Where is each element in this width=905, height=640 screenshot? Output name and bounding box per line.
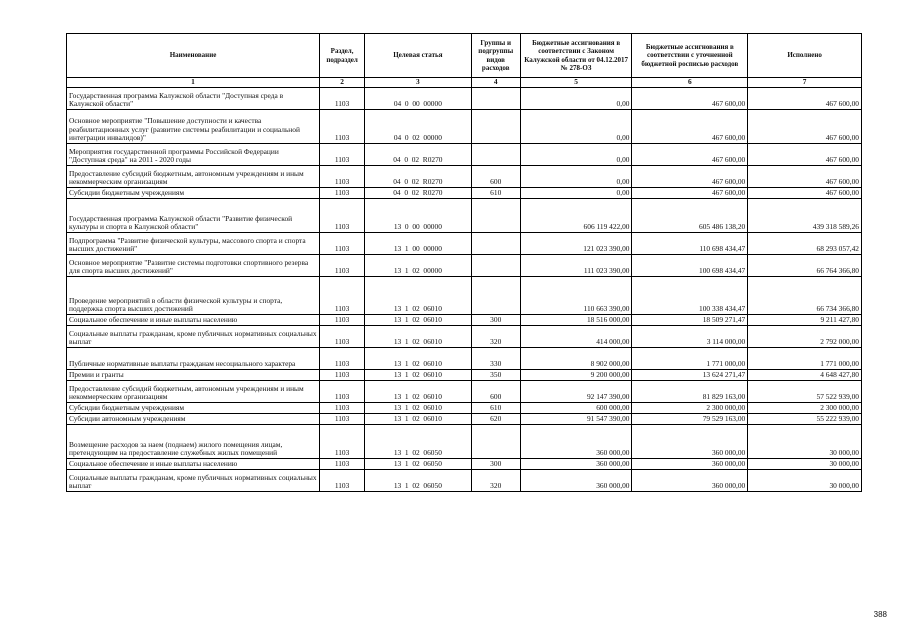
row-section: 1103 <box>320 277 365 315</box>
row-section: 1103 <box>320 88 365 110</box>
column-number: 1 <box>67 78 320 88</box>
row-target: 04 0 00 00000 <box>365 88 472 110</box>
column-number-row <box>67 78 862 88</box>
row-section: 1103 <box>320 315 365 326</box>
row-target: 04 0 02 R0270 <box>365 188 472 199</box>
row-group: 610 <box>471 188 520 199</box>
row-name: Государственная программа Калужской области "Развитие физической культуры и спорта в Калужской области" <box>67 199 320 233</box>
row-refined-amount: 81 829 163,00 <box>632 381 748 403</box>
row-refined-amount: 467 600,00 <box>632 110 748 144</box>
table-row <box>67 370 862 381</box>
row-section: 1103 <box>320 166 365 188</box>
table-row <box>67 255 862 277</box>
table-row <box>67 188 862 199</box>
row-name: Социальное обеспечение и иные выплаты населению <box>67 315 320 326</box>
row-executed-amount: 57 522 939,00 <box>748 381 862 403</box>
row-target: 13 1 02 06050 <box>365 459 472 470</box>
row-name: Субсидии автономным учреждениям <box>67 414 320 425</box>
header-row <box>67 34 862 78</box>
header-refined: Бюджетные ассигнования в соответствии с уточненной бюджетной росписью расходов <box>632 34 748 78</box>
row-name: Социальное обеспечение и иные выплаты населению <box>67 459 320 470</box>
row-section: 1103 <box>320 110 365 144</box>
row-name: Публичные нормативные выплаты гражданам несоциального характера <box>67 348 320 370</box>
table-row <box>67 425 862 459</box>
row-target: 13 0 00 00000 <box>365 199 472 233</box>
row-group <box>471 88 520 110</box>
row-executed-amount: 9 211 427,80 <box>748 315 862 326</box>
budget-table-sheet <box>66 33 862 492</box>
row-law-amount: 91 547 390,00 <box>520 414 632 425</box>
row-law-amount: 111 023 390,00 <box>520 255 632 277</box>
row-target: 13 1 02 06010 <box>365 370 472 381</box>
row-section: 1103 <box>320 470 365 492</box>
row-group: 600 <box>471 166 520 188</box>
row-law-amount: 360 000,00 <box>520 459 632 470</box>
header-group: Группы и подгруппы видов расходов <box>471 34 520 78</box>
row-section: 1103 <box>320 370 365 381</box>
row-law-amount: 600 000,00 <box>520 403 632 414</box>
column-number: 2 <box>320 78 365 88</box>
row-section: 1103 <box>320 144 365 166</box>
row-section: 1103 <box>320 425 365 459</box>
row-target: 13 1 02 06010 <box>365 403 472 414</box>
row-executed-amount: 55 222 939,00 <box>748 414 862 425</box>
row-executed-amount: 68 293 057,42 <box>748 233 862 255</box>
budget-execution-table <box>66 33 862 492</box>
column-number: 3 <box>365 78 472 88</box>
row-target: 04 0 02 R0270 <box>365 144 472 166</box>
row-refined-amount: 79 529 163,00 <box>632 414 748 425</box>
column-number: 4 <box>471 78 520 88</box>
row-refined-amount: 3 114 000,00 <box>632 326 748 348</box>
row-name: Возмещение расходов за наем (поднаем) жилого помещения лицам, претендующим на предоставление служебных жилых помещений <box>67 425 320 459</box>
column-number: 5 <box>520 78 632 88</box>
row-executed-amount: 30 000,00 <box>748 425 862 459</box>
row-group: 330 <box>471 348 520 370</box>
row-executed-amount: 467 600,00 <box>748 144 862 166</box>
row-executed-amount: 30 000,00 <box>748 459 862 470</box>
row-group: 350 <box>471 370 520 381</box>
row-target: 13 1 02 06010 <box>365 381 472 403</box>
row-group <box>471 144 520 166</box>
row-target: 04 0 02 R0270 <box>365 166 472 188</box>
table-row <box>67 414 862 425</box>
row-group <box>471 199 520 233</box>
row-law-amount: 606 119 422,00 <box>520 199 632 233</box>
row-target: 13 1 02 06010 <box>365 277 472 315</box>
row-group <box>471 425 520 459</box>
row-executed-amount: 4 648 427,80 <box>748 370 862 381</box>
row-refined-amount: 2 300 000,00 <box>632 403 748 414</box>
row-target: 13 1 02 06010 <box>365 315 472 326</box>
row-group: 610 <box>471 403 520 414</box>
row-law-amount: 92 147 390,00 <box>520 381 632 403</box>
row-name: Предоставление субсидий бюджетным, автономным учреждениям и иным некоммерческим организациям <box>67 166 320 188</box>
row-law-amount: 9 200 000,00 <box>520 370 632 381</box>
table-body <box>67 88 862 492</box>
row-law-amount: 0,00 <box>520 88 632 110</box>
row-refined-amount: 360 000,00 <box>632 470 748 492</box>
row-executed-amount: 30 000,00 <box>748 470 862 492</box>
row-refined-amount: 467 600,00 <box>632 144 748 166</box>
row-executed-amount: 467 600,00 <box>748 166 862 188</box>
row-executed-amount: 2 792 000,00 <box>748 326 862 348</box>
row-law-amount: 8 902 000,00 <box>520 348 632 370</box>
header-executed: Исполнено <box>748 34 862 78</box>
row-target: 13 1 02 06050 <box>365 470 472 492</box>
row-refined-amount: 467 600,00 <box>632 188 748 199</box>
header-target: Целевая статья <box>365 34 472 78</box>
row-section: 1103 <box>320 326 365 348</box>
row-name: Субсидии бюджетным учреждениям <box>67 403 320 414</box>
row-refined-amount: 605 486 138,20 <box>632 199 748 233</box>
row-executed-amount: 66 764 366,80 <box>748 255 862 277</box>
row-name: Социальные выплаты гражданам, кроме публичных нормативных социальных выплат <box>67 326 320 348</box>
row-group: 320 <box>471 470 520 492</box>
row-section: 1103 <box>320 414 365 425</box>
row-name: Предоставление субсидий бюджетным, автономным учреждениям и иным некоммерческим организациям <box>67 381 320 403</box>
row-law-amount: 0,00 <box>520 188 632 199</box>
row-refined-amount: 467 600,00 <box>632 88 748 110</box>
row-name: Основное мероприятие "Развитие системы подготовки спортивного резерва для спорта высших достижений" <box>67 255 320 277</box>
row-group: 300 <box>471 459 520 470</box>
row-section: 1103 <box>320 188 365 199</box>
row-law-amount: 414 000,00 <box>520 326 632 348</box>
row-section: 1103 <box>320 459 365 470</box>
row-executed-amount: 1 771 000,00 <box>748 348 862 370</box>
row-target: 13 1 02 06010 <box>365 326 472 348</box>
row-refined-amount: 100 338 434,47 <box>632 277 748 315</box>
header-law: Бюджетные ассигнования в соответствии с Законом Калужской области от 04.12.2017 № 278-ОЗ <box>520 34 632 78</box>
row-refined-amount: 110 698 434,47 <box>632 233 748 255</box>
row-name: Премии и гранты <box>67 370 320 381</box>
table-row <box>67 88 862 110</box>
row-law-amount: 0,00 <box>520 110 632 144</box>
table-row <box>67 315 862 326</box>
row-law-amount: 110 663 390,00 <box>520 277 632 315</box>
row-group: 300 <box>471 315 520 326</box>
row-executed-amount: 66 734 366,80 <box>748 277 862 315</box>
table-row <box>67 166 862 188</box>
row-target: 13 1 02 00000 <box>365 255 472 277</box>
row-refined-amount: 360 000,00 <box>632 425 748 459</box>
row-group <box>471 233 520 255</box>
row-refined-amount: 1 771 000,00 <box>632 348 748 370</box>
row-target: 04 0 02 00000 <box>365 110 472 144</box>
header-section: Раздел, подраздел <box>320 34 365 78</box>
row-section: 1103 <box>320 233 365 255</box>
row-group <box>471 110 520 144</box>
row-group: 620 <box>471 414 520 425</box>
header-name: Наименование <box>67 34 320 78</box>
row-target: 13 1 02 06010 <box>365 414 472 425</box>
row-name: Государственная программа Калужской области "Доступная среда в Калужской области" <box>67 88 320 110</box>
row-target: 13 1 02 06050 <box>365 425 472 459</box>
row-section: 1103 <box>320 381 365 403</box>
row-section: 1103 <box>320 348 365 370</box>
table-row <box>67 199 862 233</box>
row-name: Мероприятия государственной программы Российской Федерации "Доступная среда" на 2011 - 2020 годы <box>67 144 320 166</box>
row-refined-amount: 18 509 271,47 <box>632 315 748 326</box>
row-target: 13 1 00 00000 <box>365 233 472 255</box>
table-row <box>67 277 862 315</box>
row-law-amount: 18 516 000,00 <box>520 315 632 326</box>
table-row <box>67 348 862 370</box>
row-group <box>471 255 520 277</box>
table-row <box>67 403 862 414</box>
row-refined-amount: 467 600,00 <box>632 166 748 188</box>
table-row <box>67 326 862 348</box>
page-number: 388 <box>873 610 887 619</box>
table-row <box>67 110 862 144</box>
row-group <box>471 277 520 315</box>
row-executed-amount: 467 600,00 <box>748 88 862 110</box>
row-executed-amount: 467 600,00 <box>748 188 862 199</box>
row-target: 13 1 02 06010 <box>365 348 472 370</box>
table-row <box>67 459 862 470</box>
row-name: Социальные выплаты гражданам, кроме публичных нормативных социальных выплат <box>67 470 320 492</box>
row-law-amount: 360 000,00 <box>520 425 632 459</box>
row-section: 1103 <box>320 199 365 233</box>
row-name: Подпрограмма "Развитие физической культуры, массового спорта и спорта высших достижений" <box>67 233 320 255</box>
table-row <box>67 381 862 403</box>
row-executed-amount: 2 300 000,00 <box>748 403 862 414</box>
row-name: Проведение мероприятий в области физической культуры и спорта, поддержка спорта высших достижений <box>67 277 320 315</box>
row-law-amount: 0,00 <box>520 166 632 188</box>
row-executed-amount: 439 318 589,26 <box>748 199 862 233</box>
row-section: 1103 <box>320 255 365 277</box>
row-law-amount: 360 000,00 <box>520 470 632 492</box>
table-row <box>67 233 862 255</box>
row-group: 600 <box>471 381 520 403</box>
row-law-amount: 0,00 <box>520 144 632 166</box>
table-row <box>67 470 862 492</box>
row-name: Основное мероприятие "Повышение доступности и качества реабилитационных услуг (развитие системы реабилитации и социальной интеграции инвалидов)" <box>67 110 320 144</box>
table-row <box>67 144 862 166</box>
column-number: 7 <box>748 78 862 88</box>
row-refined-amount: 100 698 434,47 <box>632 255 748 277</box>
row-name: Субсидии бюджетным учреждениям <box>67 188 320 199</box>
row-law-amount: 121 023 390,00 <box>520 233 632 255</box>
row-executed-amount: 467 600,00 <box>748 110 862 144</box>
row-refined-amount: 360 000,00 <box>632 459 748 470</box>
column-number: 6 <box>632 78 748 88</box>
row-group: 320 <box>471 326 520 348</box>
row-section: 1103 <box>320 403 365 414</box>
row-refined-amount: 13 624 271,47 <box>632 370 748 381</box>
